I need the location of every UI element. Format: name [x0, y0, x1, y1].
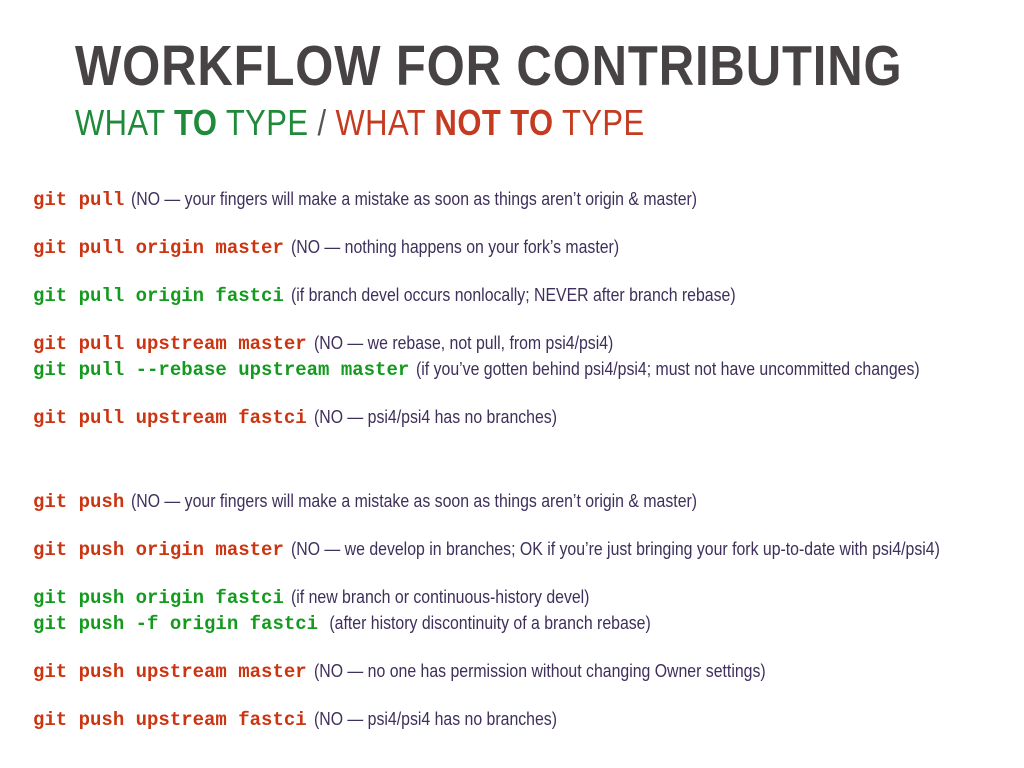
subtitle-segment: TYPE [553, 102, 645, 143]
git-command: git push origin master [33, 539, 284, 561]
slide-header [0, 0, 1024, 143]
git-command: git pull --rebase upstream master [33, 359, 410, 381]
command-note: (NO — we develop in branches; OK if you’re just bringing your fork up-to-date with psi4/psi4) [290, 539, 940, 559]
command-note: (after history discontinuity of a branch rebase) [325, 613, 651, 633]
subtitle-segment: TO [174, 102, 218, 143]
command-line [33, 405, 1024, 431]
subtitle-segment: WHAT [326, 102, 435, 143]
git-command: git push origin fastci [33, 587, 284, 609]
command-note: (NO — your fingers will make a mistake as soon as things aren’t origin & master) [131, 491, 698, 511]
command-note: (if new branch or continuous-history devel) [290, 587, 590, 607]
command-line [33, 707, 1024, 733]
slide-subtitle [75, 103, 891, 143]
command-line [33, 357, 1024, 383]
command-line [33, 659, 1024, 685]
git-command: git push [33, 491, 125, 513]
command-note: (NO — no one has permission without changing Owner settings) [313, 661, 766, 681]
command-note: (NO — your fingers will make a mistake as soon as things aren’t origin & master) [131, 189, 698, 209]
command-note: (NO — psi4/psi4 has no branches) [313, 709, 557, 729]
command-line [33, 283, 1024, 309]
command-list [0, 187, 1024, 733]
command-note: (NO — we rebase, not pull, from psi4/psi4) [313, 333, 613, 353]
subtitle-segment: / [317, 102, 327, 143]
command-note: (NO — psi4/psi4 has no branches) [313, 407, 557, 427]
command-line [33, 235, 1024, 261]
command-note: (if you’ve gotten behind psi4/psi4; must not have uncommitted changes) [416, 359, 920, 379]
git-command: git pull origin fastci [33, 285, 284, 307]
subtitle-segment: WHAT [75, 102, 175, 143]
command-line [33, 537, 1024, 563]
command-note: (NO — nothing happens on your fork’s master) [290, 237, 619, 257]
command-line [33, 331, 1024, 357]
command-line [33, 489, 1024, 515]
command-line [33, 187, 1024, 213]
subtitle-segment: NOT TO [434, 102, 554, 143]
git-command: git pull upstream master [33, 333, 307, 355]
git-command: git pull [33, 189, 125, 211]
subtitle-segment: TYPE [217, 102, 318, 143]
slide-title: WORKFLOW FOR CONTRIBUTING [75, 34, 903, 98]
command-line [33, 611, 1024, 637]
command-note: (if branch devel occurs nonlocally; NEVER after branch rebase) [290, 285, 736, 305]
git-command: git pull origin master [33, 237, 284, 259]
command-line [33, 585, 1024, 611]
git-command: git push upstream fastci [33, 709, 307, 731]
git-command: git push upstream master [33, 661, 307, 683]
git-command: git pull upstream fastci [33, 407, 307, 429]
git-command: git push -f origin fastci [33, 613, 319, 635]
